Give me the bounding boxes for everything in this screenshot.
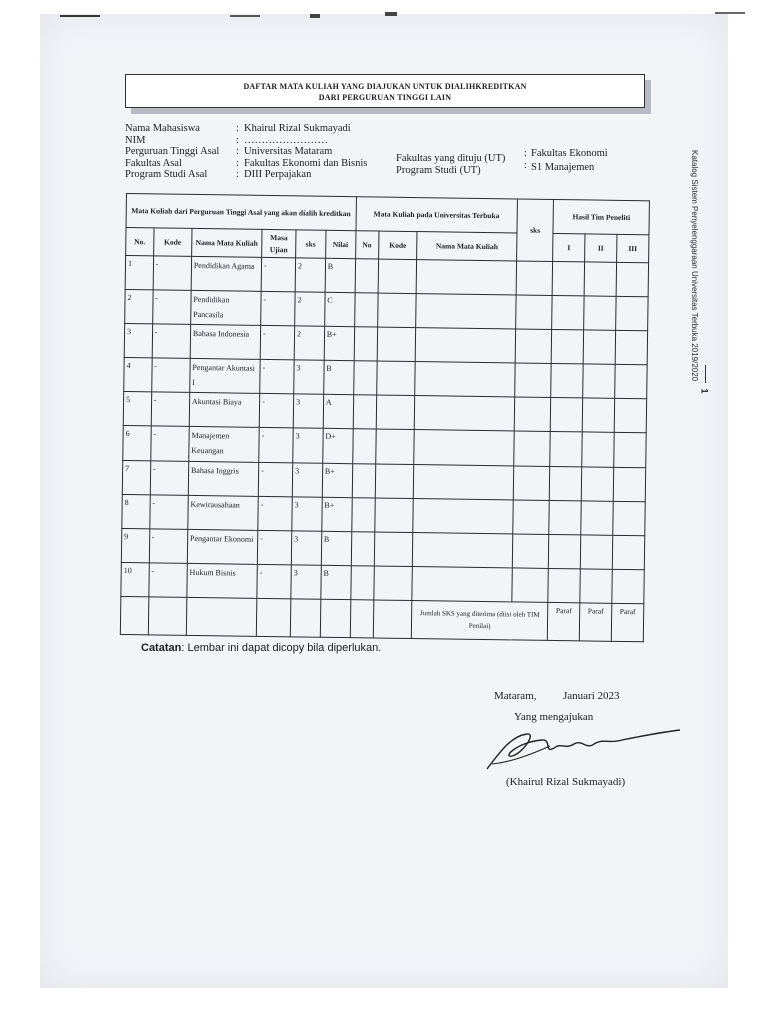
empty-cell <box>352 463 376 497</box>
empty-cell <box>584 296 616 331</box>
empty-cell <box>552 262 584 297</box>
empty-cell <box>413 498 513 533</box>
empty-cell <box>353 395 377 429</box>
course-rows <box>121 256 649 604</box>
info-label: Fakultas Asal <box>125 157 182 169</box>
info-value: Universitas Mataram <box>244 146 333 157</box>
row-sks: 3 <box>291 530 321 564</box>
col-ut-no: No <box>355 231 379 259</box>
row-nama: Kewirausahaan <box>188 495 259 530</box>
row-no: 3 <box>124 324 152 358</box>
row-nilai: B+ <box>322 463 352 497</box>
empty-cell <box>350 565 374 600</box>
empty-cell <box>548 568 580 603</box>
empty-cell <box>516 295 553 330</box>
catalog-sidebar-text <box>690 150 713 400</box>
empty-cell <box>516 261 553 296</box>
empty-cell <box>615 331 648 366</box>
row-sks: 3 <box>292 496 322 530</box>
sign-name: (Khairul Rizal Sukmayadi) <box>506 776 626 788</box>
row-sks: 3 <box>291 565 321 600</box>
row-nama: Pengantar Akuntasi I <box>190 359 261 394</box>
empty-cell <box>512 534 549 569</box>
info-value: Fakultas Ekonomi <box>531 148 608 159</box>
row-kode: - <box>149 494 188 529</box>
empty-cell <box>415 362 515 397</box>
empty-cell <box>375 464 414 499</box>
row-sks: 3 <box>294 360 324 394</box>
row-nilai: B <box>321 531 351 565</box>
empty-cell <box>550 398 582 433</box>
row-sks: 2 <box>295 258 325 292</box>
empty-cell <box>515 363 552 398</box>
page-number: 1 <box>699 388 710 394</box>
row-kode: - <box>152 290 191 325</box>
note-text: : Lembar ini dapat dicopy bila diperlukan. <box>181 642 382 654</box>
student-info-values <box>244 123 367 181</box>
paraf-1: Paraf <box>547 602 579 641</box>
empty-cell <box>412 532 512 567</box>
target-info-labels <box>396 153 505 176</box>
empty-cell <box>375 498 414 533</box>
row-nilai: B+ <box>324 327 354 361</box>
sign-date: Januari 2023 <box>563 690 620 702</box>
header-asal: Mata Kuliah dari Perguruan Tinggi Asal yang akan dialih kreditkan <box>126 194 356 231</box>
row-no: 1 <box>125 256 153 290</box>
row-nama: Akuntasi Biaya <box>189 393 260 428</box>
row-nilai: B <box>323 361 353 395</box>
empty-cell <box>612 535 645 570</box>
row-masa: - <box>260 360 294 395</box>
paraf-3: Paraf <box>611 603 644 642</box>
empty-cell <box>415 328 515 363</box>
row-nama: Bahasa Indonesia <box>190 325 261 360</box>
col-sks: sks <box>296 230 326 258</box>
info-value: …………………… <box>244 134 328 146</box>
student-info-labels <box>125 123 219 181</box>
empty-cell <box>514 431 551 466</box>
jumlah-sks-label: Jumlah SKS yang diterima (diisi oleh TIM Penilai) <box>411 600 548 640</box>
row-no: 2 <box>125 290 153 324</box>
empty-cell <box>582 432 614 467</box>
sign-place: Mataram, <box>494 690 537 702</box>
note-label: Catatan <box>141 642 182 654</box>
empty-cell <box>414 430 514 465</box>
empty-cell <box>513 465 550 500</box>
info-label: NIM <box>125 134 146 146</box>
row-no: 10 <box>121 562 149 597</box>
empty-cell <box>552 296 584 331</box>
row-nama: Hukum Bisnis <box>187 563 258 598</box>
empty-cell <box>513 500 550 535</box>
empty-cell <box>412 566 512 602</box>
header-ut: Mata Kuliah pada Universitas Terbuka <box>356 197 518 233</box>
row-kode: - <box>150 460 189 495</box>
handwritten-signature <box>482 724 682 774</box>
row-kode: - <box>150 426 189 461</box>
empty-cell <box>584 262 616 297</box>
empty-cell <box>615 365 648 400</box>
info-label: Nama Mahasiswa <box>125 123 200 134</box>
empty-cell <box>549 466 581 501</box>
empty-cell <box>378 293 417 328</box>
row-no: 9 <box>121 528 149 562</box>
row-nilai: D+ <box>323 429 353 463</box>
empty-cell <box>581 500 613 535</box>
paraf-2: Paraf <box>579 603 611 642</box>
info-value: Khairul Rizal Sukmayadi <box>244 123 351 134</box>
header-hasil: Hasil Tim Peneliti <box>553 199 649 234</box>
empty-cell <box>414 396 514 431</box>
empty-cell <box>512 568 549 603</box>
target-info-values <box>531 148 608 173</box>
empty-cell <box>355 259 379 293</box>
empty-cell <box>550 432 582 467</box>
row-kode: - <box>149 529 188 564</box>
row-no: 7 <box>122 460 150 494</box>
sign-role: Yang mengajukan <box>514 711 594 723</box>
row-sks: 2 <box>295 292 325 326</box>
col-nilai: Nilai <box>325 230 355 258</box>
empty-cell <box>416 260 516 295</box>
row-kode: - <box>148 563 187 598</box>
empty-cell <box>613 501 646 536</box>
info-label: Fakultas yang dituju (UT) <box>396 153 506 164</box>
row-no: 4 <box>124 358 152 392</box>
row-nilai: B <box>321 565 351 600</box>
document-title <box>125 74 645 108</box>
empty-cell <box>582 398 614 433</box>
col-no: No. <box>126 228 154 256</box>
empty-cell <box>354 293 378 327</box>
empty-cell <box>580 535 612 570</box>
empty-cell <box>581 466 613 501</box>
page-divider <box>705 365 706 383</box>
courses-table <box>120 193 650 642</box>
scan-edge-marks <box>0 0 768 22</box>
col-kode: Kode <box>153 228 192 257</box>
info-colons: : : : : : <box>236 123 239 180</box>
row-no: 5 <box>123 392 151 426</box>
row-kode: - <box>153 256 192 291</box>
empty-cell <box>352 429 376 463</box>
col-hasil-2: II <box>585 234 617 263</box>
sidebar-caption: Katalog Sistem Penyelenggaraan Universitas Terbuka 2019/2020 <box>690 150 699 382</box>
info-colons-right: : : <box>524 148 527 171</box>
row-sks: 3 <box>293 394 323 428</box>
row-kode: - <box>151 392 190 427</box>
empty-cell <box>616 297 649 332</box>
row-nilai: C <box>324 292 354 326</box>
empty-cell <box>580 569 612 604</box>
row-nama: Pendidikan Agama <box>191 257 262 292</box>
row-sks: 3 <box>293 428 323 462</box>
row-nama: Manajemen Keuangan <box>189 427 260 462</box>
row-masa: - <box>259 394 293 429</box>
empty-cell <box>374 532 413 567</box>
col-hasil-1: I <box>553 234 585 263</box>
row-nilai: B <box>325 258 355 292</box>
empty-cell <box>614 399 647 434</box>
empty-cell <box>549 500 581 535</box>
empty-cell <box>549 534 581 569</box>
row-sks: 3 <box>292 462 322 496</box>
empty-cell <box>551 330 583 365</box>
row-nama: Pendidikan Pancasila <box>191 291 262 326</box>
info-label: Program Studi Asal <box>125 169 208 180</box>
empty-cell <box>354 327 378 361</box>
row-masa: - <box>257 564 291 599</box>
row-nilai: A <box>323 395 353 429</box>
row-kode: - <box>151 358 190 393</box>
title-line-1: DAFTAR MATA KULIAH YANG DIAJUKAN UNTUK DIALIHKREDITKAN <box>243 82 527 91</box>
empty-cell <box>551 364 583 399</box>
info-label: Perguruan Tinggi Asal <box>125 146 220 157</box>
title-line-2: DARI PERGURUAN TINGGI LAIN <box>318 93 452 102</box>
empty-cell <box>376 429 415 464</box>
empty-cell <box>377 361 416 396</box>
header-sks-ut: sks <box>517 199 554 262</box>
empty-cell <box>583 364 615 399</box>
col-masa: Masa Ujian <box>262 229 296 258</box>
empty-cell <box>612 569 645 604</box>
info-value: Fakultas Ekonomi dan Bisnis <box>244 157 368 169</box>
info-value: DIII Perpajakan <box>244 169 312 180</box>
row-no: 6 <box>123 426 151 460</box>
col-ut-kode: Kode <box>378 231 417 260</box>
col-nama: Nama Mata Kuliah <box>191 228 262 257</box>
info-value: S1 Manajemen <box>531 161 595 173</box>
empty-cell <box>514 397 551 432</box>
empty-cell <box>351 531 375 565</box>
empty-cell <box>614 433 647 468</box>
row-masa: - <box>259 428 293 463</box>
row-masa: - <box>257 530 291 565</box>
empty-cell <box>374 566 413 601</box>
row-sks: 2 <box>294 326 324 360</box>
empty-cell <box>416 294 516 329</box>
courses-table-wrapper <box>120 193 650 642</box>
col-ut-nama: Nama Mata Kuliah <box>417 232 517 261</box>
row-nama: Pengantar Ekonomi <box>187 529 258 564</box>
col-hasil-3: III <box>617 234 649 263</box>
row-masa: - <box>258 462 292 497</box>
footer-row <box>120 596 643 641</box>
empty-cell <box>378 259 417 294</box>
empty-cell <box>613 467 646 502</box>
empty-cell <box>515 329 552 364</box>
row-masa: - <box>261 258 295 293</box>
empty-cell <box>376 395 415 430</box>
row-nama: Bahasa Inggris <box>188 461 259 496</box>
info-label: Program Studi (UT) <box>396 164 481 176</box>
empty-cell <box>616 262 649 297</box>
empty-cell <box>377 327 416 362</box>
row-kode: - <box>152 324 191 359</box>
note <box>141 642 381 654</box>
row-no: 8 <box>122 494 150 528</box>
empty-cell <box>353 361 377 395</box>
row-masa: - <box>261 292 295 327</box>
empty-cell <box>351 497 375 531</box>
row-masa: - <box>260 326 294 361</box>
empty-cell <box>413 464 513 499</box>
empty-cell <box>583 330 615 365</box>
row-nilai: B+ <box>322 497 352 531</box>
row-masa: - <box>258 496 292 531</box>
